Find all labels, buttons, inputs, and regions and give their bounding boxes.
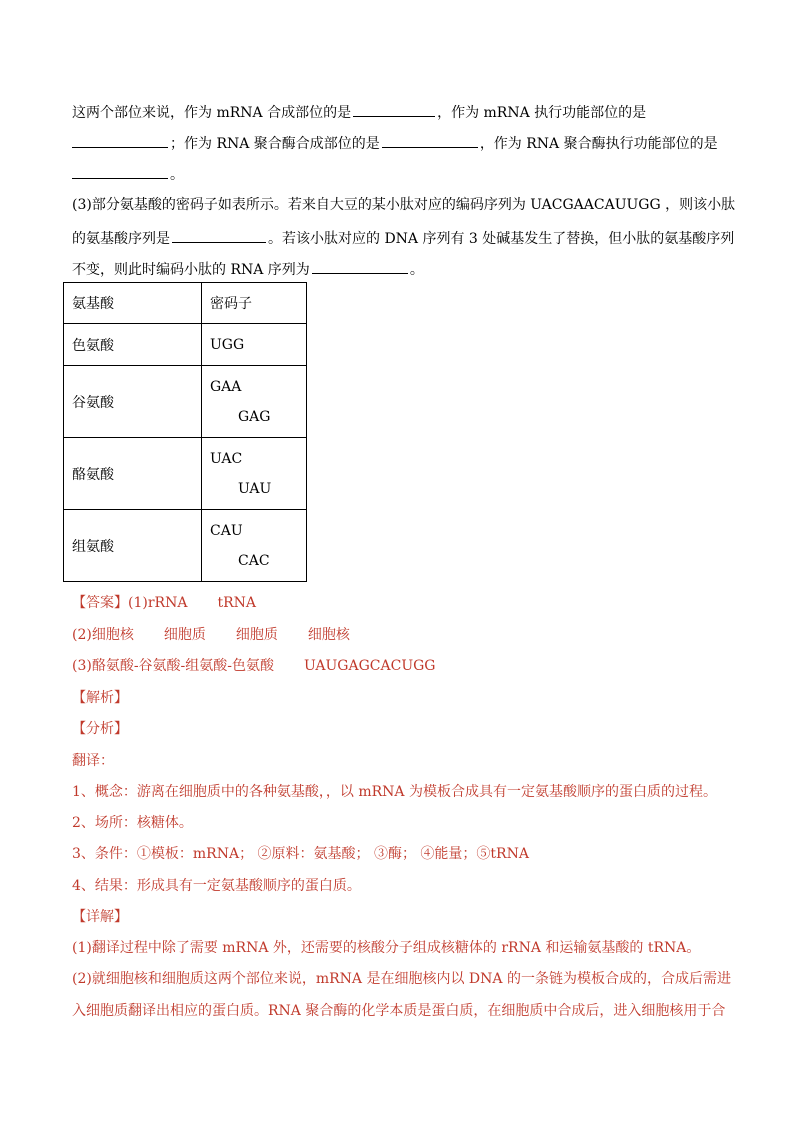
codon-cell: [202, 438, 307, 510]
analysis-point-3: 3、条件：①模板：mRNA； ②原料：氨基酸； ③酶； ④能量；⑤tRNA: [72, 846, 529, 862]
section-label-xiangjie: 【详解】: [72, 909, 128, 925]
amino-acid-cell: 谷氨酸: [64, 366, 202, 438]
table-header-row: [64, 283, 307, 324]
analysis-point-1: 1、概念：游离在细胞质中的各种氨基酸，，以 mRNA 为模板合成具有一定氨基酸顺序的蛋白质的过程。: [72, 784, 717, 800]
text-segment: 。若该小肽对应的 DNA 序列有 3 处碱基发生了替换，但小肽的氨基酸序列: [268, 231, 735, 247]
text-segment: 这两个部位来说，作为 mRNA 合成部位的是: [72, 105, 352, 121]
table-row: [64, 438, 307, 510]
amino-acid-cell: 酪氨酸: [64, 438, 202, 510]
answer-blank: [382, 133, 478, 148]
answer-line-3: [72, 657, 436, 675]
text-segment: ；作为 RNA 聚合酶合成部位的是: [170, 136, 380, 152]
text-segment: 。: [409, 262, 424, 278]
answer-line-2: [72, 626, 350, 644]
text-segment: (3)部分氨基酸的密码子如表所示。若来自大豆的某小肽对应的编码序列为 UACGAACAUUGG ，则该小肽: [72, 197, 736, 213]
codon-cell: [202, 510, 307, 582]
answer-blank: [72, 133, 168, 148]
question-line-2: [72, 133, 718, 153]
codon-text: UGG: [210, 336, 245, 353]
codon-text: UAU: [238, 480, 272, 497]
table-header-cell: 氨基酸: [64, 283, 202, 324]
answer-blank: [72, 164, 168, 179]
question-line-4: [72, 196, 735, 214]
table-row: [64, 510, 307, 582]
question-line-5: [72, 228, 734, 248]
section-label-fenxi: 【分析】: [72, 721, 128, 737]
codon-text: GAA: [210, 378, 242, 395]
answer-label: 【答案】: [72, 595, 128, 611]
text-segment: ，作为 RNA 聚合酶执行功能部位的是: [479, 136, 718, 152]
text-segment: 的氨基酸序列是: [72, 231, 170, 247]
codon-text: CAU: [210, 522, 243, 539]
question-line-6: [72, 259, 424, 279]
detail-line-1: (1)翻译过程中除了需要 mRNA 外，还需要的核酸分子组成核糖体的 rRNA 和运输氨基酸的 tRNA。: [72, 940, 701, 956]
text-segment: ，作为 mRNA 执行功能部位的是: [437, 105, 647, 121]
table-header-cell: 密码子: [202, 283, 307, 324]
answer-line-1: [72, 594, 256, 612]
analysis-point-2: 2、场所：核糖体。: [72, 815, 193, 831]
detail-line-2: (2)就细胞核和细胞质这两个部位来说，mRNA 是在细胞核内以 DNA 的一条链为模板合成的，合成后需进: [72, 971, 731, 987]
table-row: [64, 366, 307, 438]
answer-blank: [312, 259, 408, 274]
table-row: [64, 324, 307, 366]
codon-table: [63, 282, 307, 582]
answer-text: (3)酪氨酸-谷氨酸-组氨酸-色氨酸: [72, 658, 275, 674]
answer-text: 细胞质: [235, 627, 278, 643]
answer-text: (2)细胞核: [72, 627, 134, 643]
codon-cell: [202, 366, 307, 438]
codon-text: GAG: [238, 408, 271, 425]
amino-acid-cell: 组氨酸: [64, 510, 202, 582]
amino-acid-cell: 色氨酸: [64, 324, 202, 366]
answer-blank: [353, 102, 435, 117]
answer-text: 细胞核: [307, 627, 350, 643]
answer-text: (1)rRNA: [128, 595, 188, 611]
answer-text: tRNA: [217, 595, 256, 611]
text-segment: 不变，则此时编码小肽的 RNA 序列为: [72, 262, 310, 278]
codon-text: UAC: [210, 450, 243, 467]
codon-cell: [202, 324, 307, 366]
answer-text: 细胞质: [163, 627, 206, 643]
answer-blank: [172, 228, 266, 243]
codon-text: CAC: [238, 552, 270, 569]
answer-text: UAUGAGCACUGG: [304, 658, 436, 674]
analysis-heading: 翻译：: [72, 753, 114, 769]
analysis-point-4: 4、结果：形成具有一定氨基酸顺序的蛋白质。: [72, 878, 361, 894]
detail-line-3: 入细胞质翻译出相应的蛋白质。RNA 聚合酶的化学本质是蛋白质，在细胞质中合成后，进入细胞核用于合: [72, 1003, 726, 1019]
text-segment: 。: [170, 167, 184, 183]
section-label-jiexi: 【解析】: [72, 690, 128, 706]
question-line-3: [72, 164, 184, 184]
question-line-1: [72, 102, 646, 122]
